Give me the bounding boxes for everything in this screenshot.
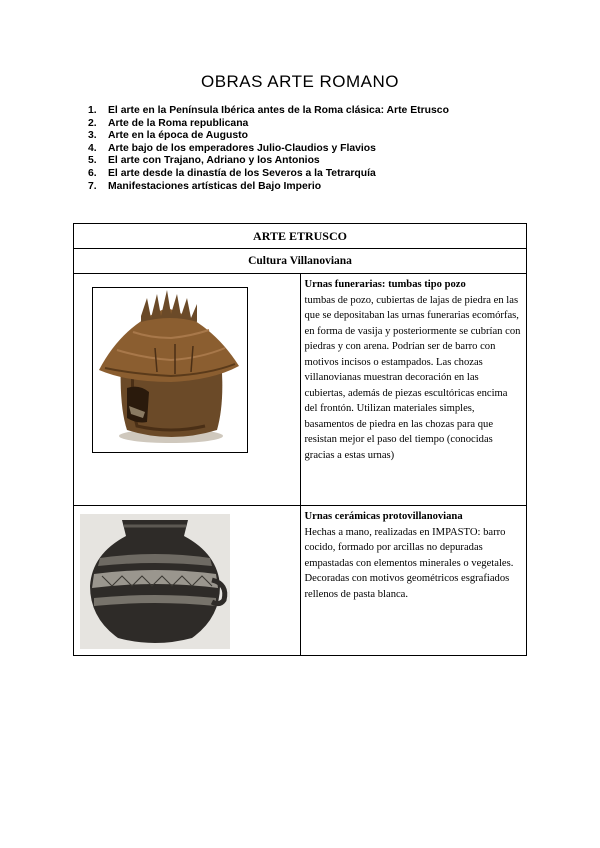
toc-item: 5. El arte con Trajano, Adriano y los Antonios [88, 155, 320, 167]
hut-urn-illustration [93, 288, 247, 452]
table-row [74, 506, 527, 656]
toc-item: 6. El arte desde la dinastía de los Severos a la Tetrarquía [88, 167, 376, 179]
image-cell [74, 506, 301, 656]
table-header: ARTE ETRUSCO [74, 224, 527, 249]
toc-item: 1. El arte en la Península Ibérica antes de la Roma clásica: Arte Etrusco [88, 105, 449, 116]
entry-title: Urnas funerarias: tumbas tipo pozo [304, 279, 466, 290]
table-row [74, 274, 527, 506]
toc-item: 4. Arte bajo de los emperadores Julio-Claudios y Flavios [88, 142, 376, 154]
entry-title: Urnas cerámicas protovillanoviana [304, 511, 463, 522]
vase-urn-illustration [80, 514, 230, 649]
toc-item: 7. Manifestaciones artísticas del Bajo Imperio [88, 180, 322, 192]
text-cell [300, 506, 527, 656]
entry-body: Hechas a mano, realizadas en IMPASTO: barro cocido, formado por arcillas no depuradas empastadas con elementos minerales o vegetales. Decoradas con motivos geométricos esgrafiados rellenos de pasta blanca. [304, 526, 514, 600]
hut-urn-image [92, 287, 248, 453]
art-table [73, 223, 527, 656]
text-cell [300, 274, 527, 506]
table-of-contents [88, 105, 449, 193]
entry-body: tumbas de pozo, cubiertas de lajas de piedra en las que se depositaban las urnas funerarias ecomórfas, en forma de vasija y posteriormente se cubrían con piedras y con arena. Podrían ser de barro con motivos incisos o estampados. Las chozas villanovianas muestran decoración en las cubiertas, además de piezas escultóricas encima del frontón. Utilizan materiales simples, basamentos de piedra en las chozas para que resistan mejor el paso del tiempo (conocidas gracias a estas urnas) [304, 294, 521, 461]
image-cell [74, 274, 301, 506]
toc-item: 2. Arte de la Roma republicana [88, 117, 249, 129]
toc-item: 3. Arte en la época de Augusto [88, 130, 248, 142]
page-title: OBRAS ARTE ROMANO [200, 72, 400, 91]
vase-urn-image [80, 514, 230, 649]
table-subheader: Cultura Villanoviana [74, 249, 527, 274]
